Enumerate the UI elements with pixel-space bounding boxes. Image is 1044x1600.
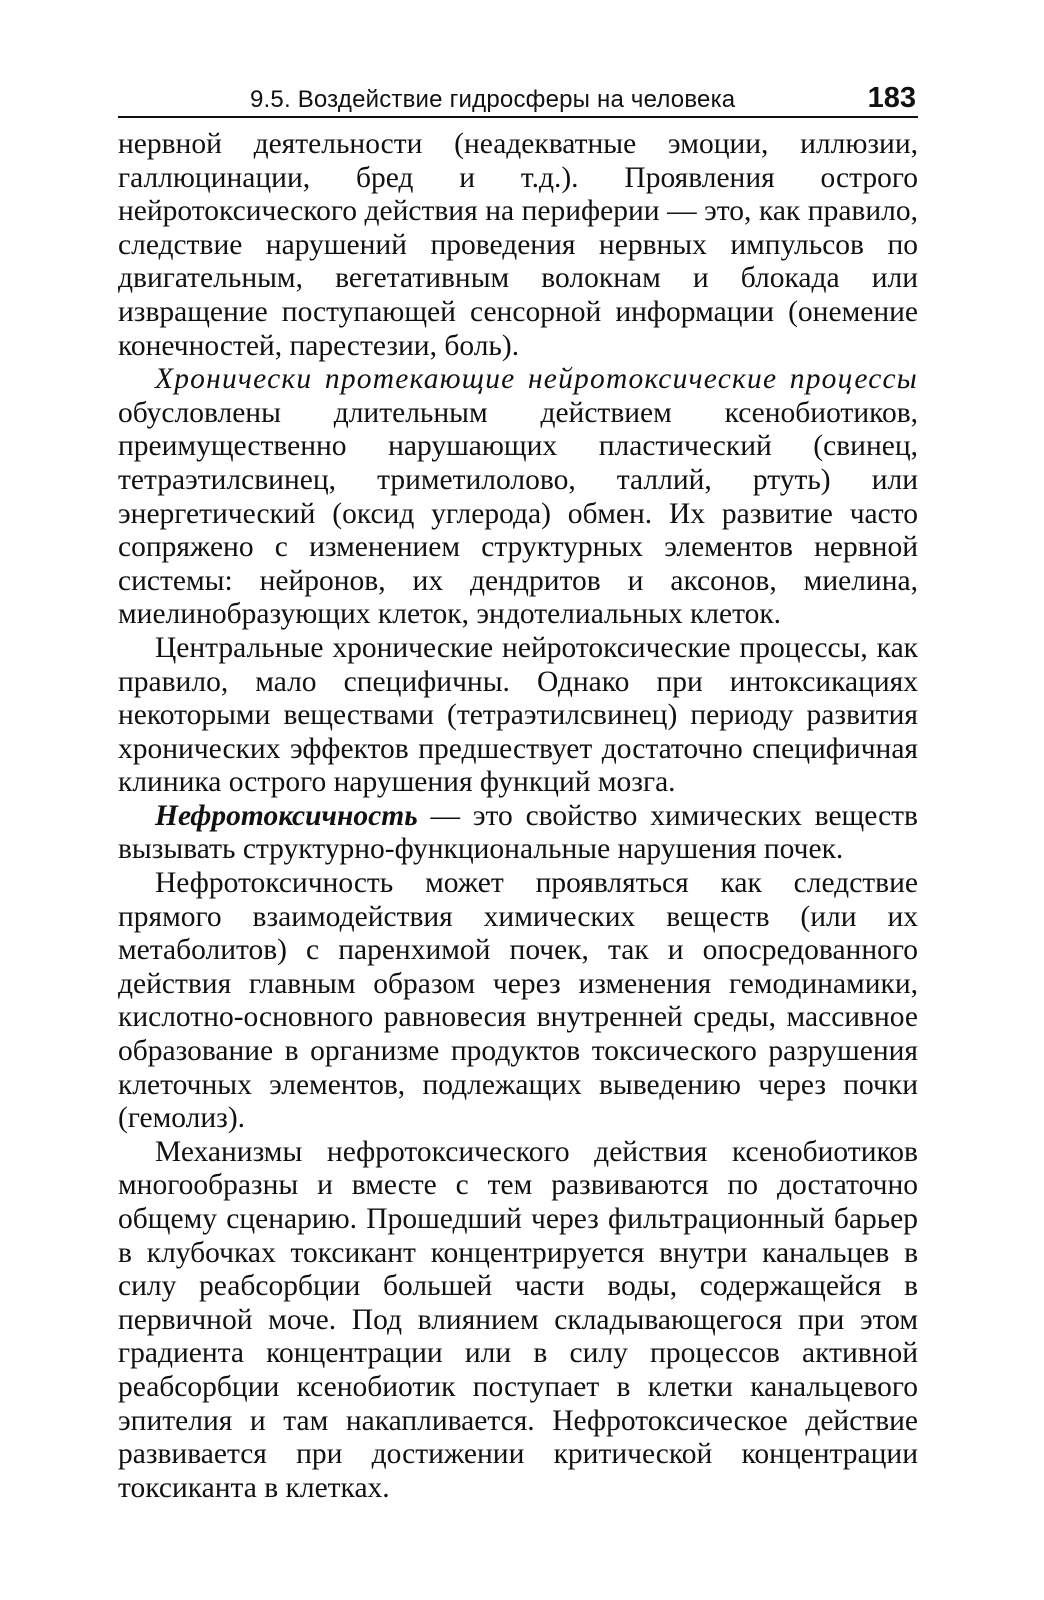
paragraph-text: Нефротоксичность может проявляться как следствие прямого взаимодействия химических веществ (или их метаболитов) с паренхимой почек, так и опосредованного действия главным образом через изменения гемодинамики, кислотно-основного равновесия внутренней среды, массивное образование в организме продуктов токсического разрушения клеточных элементов, подлежащих выведению через почки (гемолиз).	[118, 867, 918, 1135]
term-nephrotoxicity: Нефротоксичность	[155, 799, 418, 832]
paragraph-text: Механизмы нефротоксического действия ксенобиотиков многообразны и вместе с тем развиваются по достаточно общему сценарию. Прошедший через фильтрационный барьер в клубочках токсикант концентрируется внутри канальцев в силу реабсорбции большей части воды, содержащейся в первичной моче. Под влиянием складывающегося при этом градиента концентрации или в силу процессов активной реабсорбции ксенобиотик поступает в клетки канальцевого эпителия и там накапливается. Нефротоксическое действие развивается при достижении критической концентрации токсиканта в клетках.	[118, 1135, 918, 1504]
paragraph-chronic-processes	[118, 363, 918, 632]
paragraph-central-processes	[118, 632, 918, 800]
term-chronic-processes: Хронически протекающие нейротоксические процессы	[155, 363, 918, 396]
paragraph-text: Центральные хронические нейротоксические процессы, как правило, мало специфичны. Однако при интоксикациях некоторыми веществами (тетраэтилсвинец) периоду развития хронических эффектов предшествует достаточно специфичная клиника острого нарушения функций мозга.	[118, 631, 918, 799]
paragraph-mechanisms	[118, 1136, 918, 1506]
paragraph-text: — это свойство химических веществ вызывать структурно-функциональные нарушения почек.	[118, 799, 918, 866]
body-text	[118, 128, 918, 1505]
paragraph-text: обусловлены длительным действием ксенобиотиков, преимущественно нарушающих пластический (свинец, тетраэтилсвинец, триметилолово, таллий, ртуть) или энергетический (оксид углерода) обмен. Их развитие часто сопряжено с изменением структурных элементов нервной системы: нейронов, их дендритов и аксонов, миелина, миелинобразующих клеток, эндотелиальных клеток.	[118, 396, 918, 631]
paragraph-nephrotoxicity-causes	[118, 867, 918, 1136]
running-head	[118, 72, 918, 118]
page-number: 183	[867, 82, 916, 114]
book-page	[118, 72, 918, 1505]
paragraph-nephrotoxicity-definition	[118, 800, 918, 867]
running-title: 9.5. Воздействие гидросферы на человека	[250, 86, 736, 113]
paragraph-text: нервной деятельности (неадекватные эмоции, иллюзии, галлюцинации, бред и т.д.). Проявления острого нейротоксического действия на периферии — это, как правило, следствие нарушений проведения нервных импульсов по двигательным, вегетативным волокнам и блокада или извращение поступающей сенсорной информации (онемение конечностей, парестезии, боль).	[118, 128, 918, 362]
paragraph-continuation	[118, 128, 918, 363]
